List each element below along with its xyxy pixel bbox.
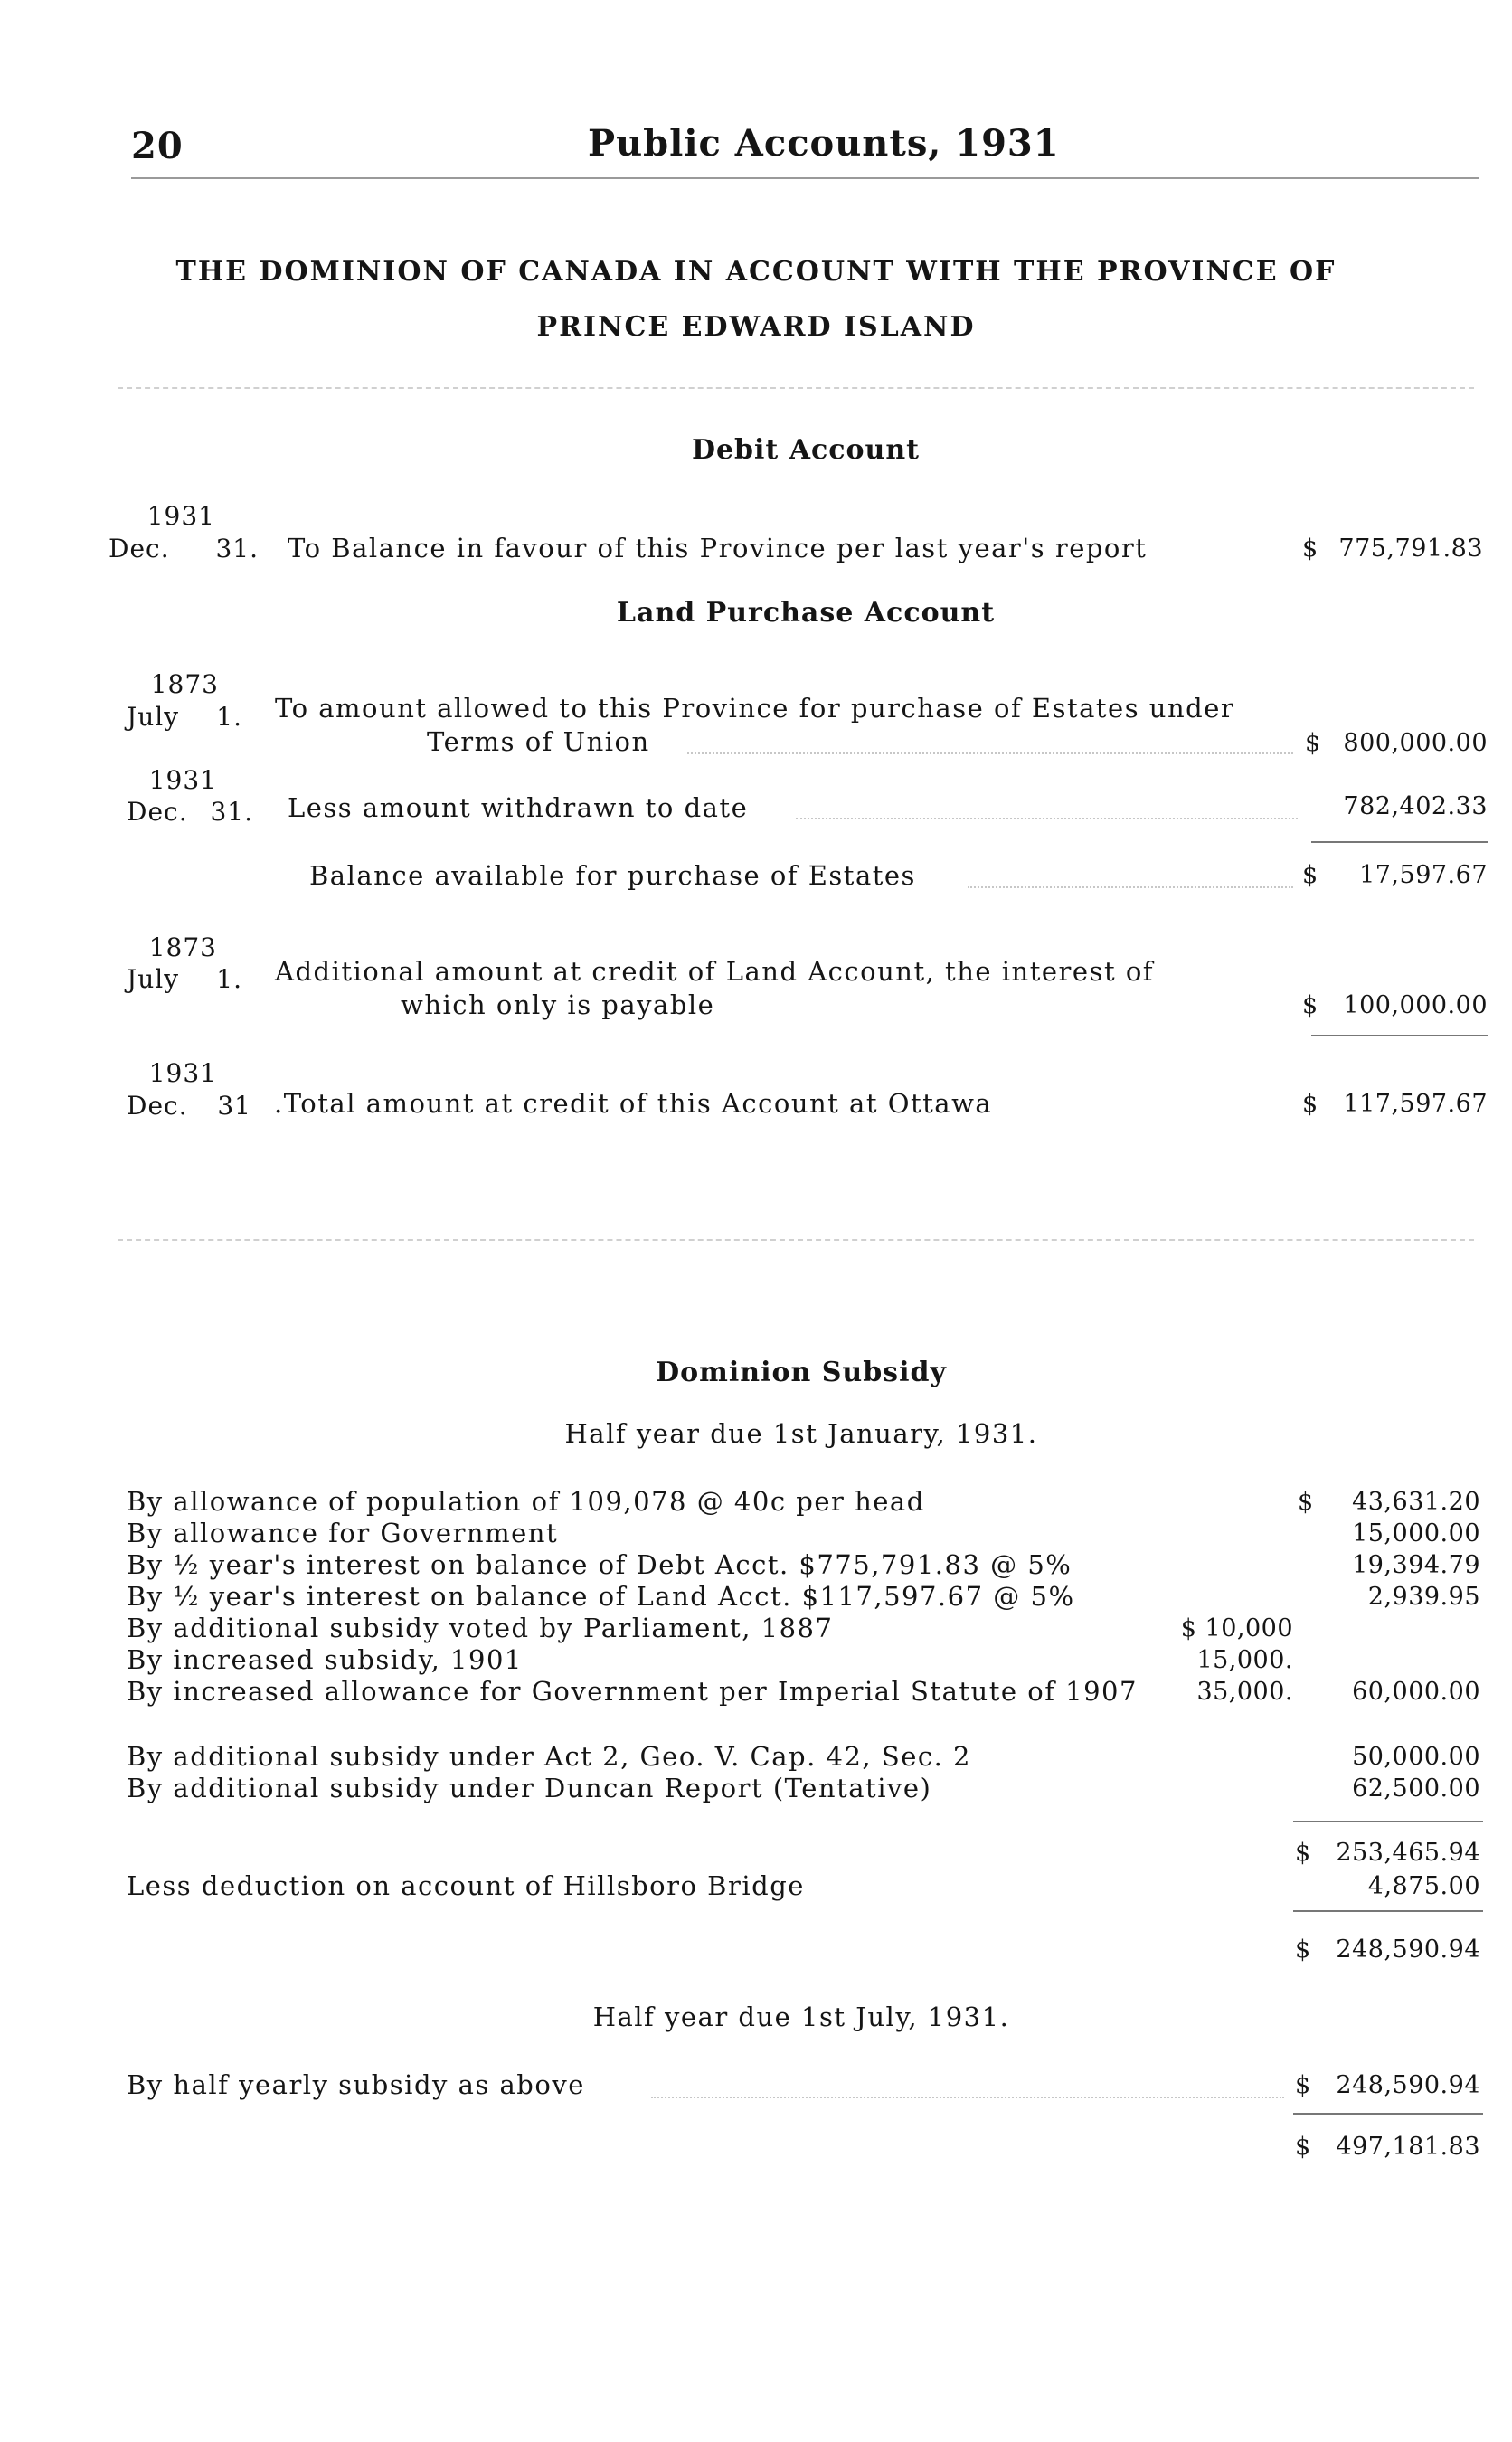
land-balance-currency: $ bbox=[1302, 861, 1318, 889]
subsidy-row-8-amount: 62,500.00 bbox=[1352, 1775, 1480, 1803]
subsidy-row-1-amount: 15,000.00 bbox=[1352, 1519, 1480, 1548]
page-number: 20 bbox=[131, 125, 184, 167]
land-e4-month: Dec. bbox=[127, 1091, 188, 1121]
page-title: Public Accounts, 1931 bbox=[588, 122, 1060, 165]
land-e4-text: .Total amount at credit of this Account at Ottawa bbox=[274, 1088, 993, 1119]
subsidy-deduction-amount: 4,875.00 bbox=[1367, 1872, 1480, 1900]
land-e3-text1: Additional amount at credit of Land Account, the interest of bbox=[275, 956, 1155, 987]
subsidy-row-7-amount: 50,000.00 bbox=[1352, 1743, 1480, 1771]
subsidy-net-amount: 248,590.94 bbox=[1336, 1936, 1480, 1964]
land-e1-text2: Terms of Union bbox=[427, 726, 650, 757]
section-divider-2 bbox=[118, 1239, 1474, 1241]
land-e2-amount: 782,402.33 bbox=[1343, 792, 1488, 820]
subsidy-row-6-amount: 60,000.00 bbox=[1352, 1678, 1480, 1706]
subsidy-row-5-inner: 15,000. bbox=[1196, 1646, 1293, 1674]
subsidy-half-row-amount: 248,590.94 bbox=[1336, 2071, 1480, 2099]
debit-amount: 775,791.83 bbox=[1338, 535, 1483, 563]
main-heading-line1: THE DOMINION OF CANADA IN ACCOUNT WITH THE PROVINCE OF bbox=[175, 256, 1337, 288]
subsidy-subtotal-currency: $ bbox=[1295, 1839, 1311, 1867]
debit-text: To Balance in favour of this Province per last year's report bbox=[288, 533, 1148, 563]
land-e1-day: 1. bbox=[216, 702, 242, 732]
land-e2-year: 1931 bbox=[148, 765, 217, 795]
subsidy-row-4-inner: $ 10,000 bbox=[1180, 1614, 1293, 1642]
land-e2-month: Dec. bbox=[127, 797, 188, 827]
land-e4-amount: 117,597.67 bbox=[1343, 1090, 1488, 1118]
debit-currency: $ bbox=[1302, 535, 1318, 563]
land-e1-currency: $ bbox=[1305, 729, 1321, 757]
subsidy-row-2-text: By ½ year's interest on balance of Debt Acct. $775,791.83 @ 5% bbox=[127, 1549, 1073, 1580]
subsidy-total-currency: $ bbox=[1295, 2133, 1311, 2161]
debit-year: 1931 bbox=[146, 501, 215, 531]
subsidy-row-8-text: By additional subsidy under Duncan Report (Tentative) bbox=[127, 1773, 932, 1803]
subsidy-total-amount: 497,181.83 bbox=[1336, 2133, 1480, 2161]
land-e1-amount: 800,000.00 bbox=[1343, 729, 1488, 757]
debit-day: 31. bbox=[215, 534, 259, 563]
subsidy-row-5-text: By increased subsidy, 1901 bbox=[127, 1644, 523, 1675]
subsidy-row-3-text: By ½ year's interest on balance of Land Acct. $117,597.67 @ 5% bbox=[127, 1581, 1075, 1612]
land-e4-currency: $ bbox=[1302, 1090, 1318, 1118]
subsidy-row-0-amount: 43,631.20 bbox=[1352, 1488, 1480, 1516]
subsidy-row-7-text: By additional subsidy under Act 2, Geo. V. Cap. 42, Sec. 2 bbox=[127, 1741, 972, 1772]
land-e3-amount: 100,000.00 bbox=[1343, 991, 1488, 1019]
land-e1-month: July bbox=[127, 702, 180, 732]
header-rule bbox=[131, 177, 1479, 179]
subsidy-row-6-inner: 35,000. bbox=[1196, 1678, 1293, 1706]
land-e4-year: 1931 bbox=[148, 1058, 217, 1088]
subsidy-row-2-amount: 19,394.79 bbox=[1352, 1551, 1480, 1579]
section-divider bbox=[118, 387, 1474, 389]
subsidy-row-6-text: By increased allowance for Government per Imperial Statute of 1907 bbox=[127, 1676, 1138, 1707]
subsidy-row-0-currency: $ bbox=[1298, 1488, 1314, 1516]
subsidy-row-0-text: By allowance of population of 109,078 @ 40c per head bbox=[127, 1486, 925, 1517]
land-e3-currency: $ bbox=[1302, 991, 1318, 1019]
land-e3-month: July bbox=[127, 964, 180, 994]
subsidy-deduction-text: Less deduction on account of Hillsboro Bridge bbox=[127, 1870, 805, 1901]
subsidy-net-currency: $ bbox=[1295, 1936, 1311, 1964]
land-e3-text2: which only is payable bbox=[401, 989, 715, 1020]
subsidy-half1-heading: Half year due 1st January, 1931. bbox=[564, 1418, 1038, 1449]
land-e4-day: 31 bbox=[217, 1091, 251, 1121]
land-e1-text1: To amount allowed to this Province for purchase of Estates under bbox=[275, 693, 1235, 724]
land-e1-year: 1873 bbox=[150, 669, 219, 699]
subsidy-title: Dominion Subsidy bbox=[656, 1357, 947, 1388]
subsidy-half-row-currency: $ bbox=[1295, 2071, 1311, 2099]
subsidy-row-4-text: By additional subsidy voted by Parliament, 1887 bbox=[127, 1613, 834, 1643]
subsidy-subtotal-amount: 253,465.94 bbox=[1336, 1839, 1480, 1867]
land-account-title: Land Purchase Account bbox=[616, 597, 996, 629]
land-e3-day: 1. bbox=[216, 964, 242, 994]
subsidy-row-3-amount: 2,939.95 bbox=[1367, 1583, 1480, 1611]
subsidy-half-row-text: By half yearly subsidy as above bbox=[127, 2069, 585, 2100]
subsidy-half2-heading: Half year due 1st July, 1931. bbox=[592, 2002, 1010, 2032]
land-balance-text: Balance available for purchase of Estates bbox=[309, 860, 916, 891]
debit-month: Dec. bbox=[109, 534, 170, 563]
land-e3-year: 1873 bbox=[148, 932, 217, 962]
debit-account-title: Debit Account bbox=[691, 434, 921, 466]
main-heading-line2: PRINCE EDWARD ISLAND bbox=[536, 311, 976, 343]
land-balance-amount: 17,597.67 bbox=[1359, 861, 1488, 889]
land-e2-text: Less amount withdrawn to date bbox=[288, 792, 749, 823]
land-e2-day: 31. bbox=[210, 797, 253, 827]
subsidy-row-1-text: By allowance for Government bbox=[127, 1518, 559, 1548]
